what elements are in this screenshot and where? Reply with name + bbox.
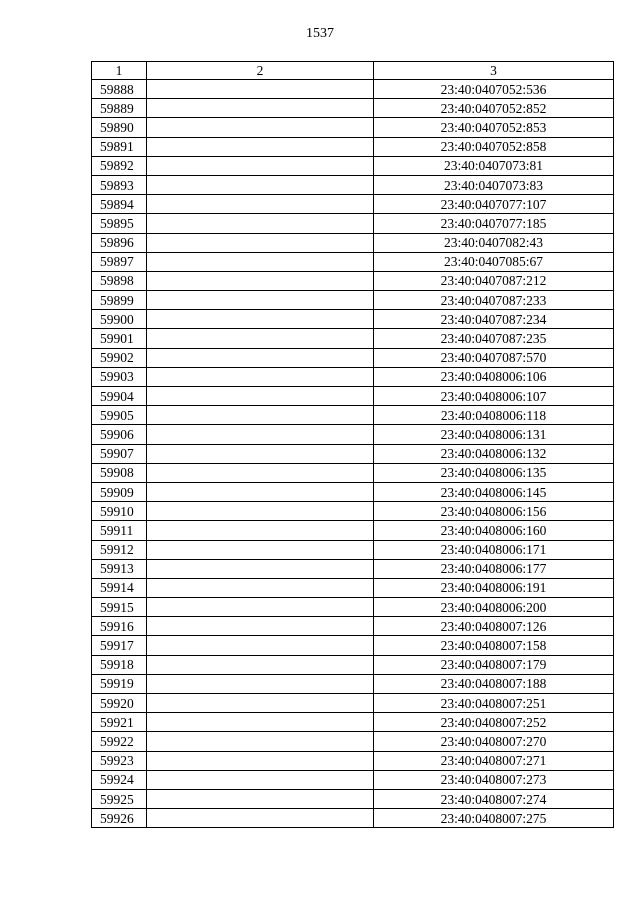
cadastral-number-cell: 23:40:0408007:251 <box>374 694 614 713</box>
table-row <box>92 291 614 310</box>
cadastral-number-cell: 23:40:0407087:234 <box>374 310 614 329</box>
empty-cell <box>147 156 374 175</box>
empty-cell <box>147 694 374 713</box>
empty-cell <box>147 559 374 578</box>
column-header-1: 1 <box>92 62 147 80</box>
row-number-cell: 59890 <box>92 118 147 137</box>
column-header-2: 2 <box>147 62 374 80</box>
table-row <box>92 406 614 425</box>
cadastral-number-cell: 23:40:0408007:275 <box>374 809 614 828</box>
empty-cell <box>147 367 374 386</box>
row-number-cell: 59900 <box>92 310 147 329</box>
empty-cell <box>147 271 374 290</box>
row-number-cell: 59889 <box>92 99 147 118</box>
cadastral-number-cell: 23:40:0408006:171 <box>374 540 614 559</box>
empty-cell <box>147 214 374 233</box>
cadastral-number-cell: 23:40:0407087:233 <box>374 291 614 310</box>
row-number-cell: 59898 <box>92 271 147 290</box>
row-number-cell: 59906 <box>92 425 147 444</box>
page-number: 1537 <box>306 26 334 41</box>
empty-cell <box>147 732 374 751</box>
table-row <box>92 195 614 214</box>
empty-cell <box>147 789 374 808</box>
table-body <box>92 80 614 828</box>
cadastral-number-cell: 23:40:0408006:107 <box>374 387 614 406</box>
empty-cell <box>147 425 374 444</box>
row-number-cell: 59921 <box>92 713 147 732</box>
table-row <box>92 367 614 386</box>
cadastral-number-cell: 23:40:0408006:118 <box>374 406 614 425</box>
table-row <box>92 770 614 789</box>
cadastral-number-cell: 23:40:0408007:274 <box>374 789 614 808</box>
empty-cell <box>147 310 374 329</box>
cadastral-number-cell: 23:40:0407082:43 <box>374 233 614 252</box>
empty-cell <box>147 80 374 99</box>
cadastral-number-cell: 23:40:0408006:145 <box>374 482 614 501</box>
table-row <box>92 559 614 578</box>
row-number-cell: 59905 <box>92 406 147 425</box>
cadastral-number-cell: 23:40:0407085:67 <box>374 252 614 271</box>
row-number-cell: 59908 <box>92 463 147 482</box>
row-number-cell: 59903 <box>92 367 147 386</box>
cadastral-number-cell: 23:40:0408007:273 <box>374 770 614 789</box>
table-row <box>92 99 614 118</box>
table-row <box>92 655 614 674</box>
table-row <box>92 789 614 808</box>
table-row <box>92 540 614 559</box>
cadastral-number-cell: 23:40:0408006:160 <box>374 521 614 540</box>
table-row <box>92 80 614 99</box>
empty-cell <box>147 195 374 214</box>
table-row <box>92 482 614 501</box>
cadastral-number-cell: 23:40:0408007:158 <box>374 636 614 655</box>
row-number-cell: 59917 <box>92 636 147 655</box>
table-row <box>92 444 614 463</box>
empty-cell <box>147 329 374 348</box>
row-number-cell: 59907 <box>92 444 147 463</box>
table-row <box>92 694 614 713</box>
cadastral-number-cell: 23:40:0408006:135 <box>374 463 614 482</box>
empty-cell <box>147 137 374 156</box>
cadastral-number-cell: 23:40:0407087:212 <box>374 271 614 290</box>
empty-cell <box>147 99 374 118</box>
table-row <box>92 137 614 156</box>
table-row <box>92 732 614 751</box>
cadastral-number-cell: 23:40:0408006:132 <box>374 444 614 463</box>
row-number-cell: 59924 <box>92 770 147 789</box>
empty-cell <box>147 252 374 271</box>
table-row <box>92 636 614 655</box>
empty-cell <box>147 463 374 482</box>
table-row <box>92 578 614 597</box>
row-number-cell: 59902 <box>92 348 147 367</box>
empty-cell <box>147 482 374 501</box>
table-header-row <box>92 62 614 80</box>
row-number-cell: 59888 <box>92 80 147 99</box>
table-row <box>92 674 614 693</box>
row-number-cell: 59892 <box>92 156 147 175</box>
row-number-cell: 59897 <box>92 252 147 271</box>
empty-cell <box>147 636 374 655</box>
cadastral-number-cell: 23:40:0408007:179 <box>374 655 614 674</box>
table-row <box>92 156 614 175</box>
empty-cell <box>147 578 374 597</box>
empty-cell <box>147 233 374 252</box>
row-number-cell: 59891 <box>92 137 147 156</box>
empty-cell <box>147 291 374 310</box>
row-number-cell: 59893 <box>92 175 147 194</box>
empty-cell <box>147 540 374 559</box>
row-number-cell: 59895 <box>92 214 147 233</box>
empty-cell <box>147 617 374 636</box>
cadastral-number-cell: 23:40:0407073:83 <box>374 175 614 194</box>
row-number-cell: 59916 <box>92 617 147 636</box>
row-number-cell: 59915 <box>92 598 147 617</box>
cadastral-number-cell: 23:40:0407087:235 <box>374 329 614 348</box>
table-row <box>92 521 614 540</box>
table-row <box>92 233 614 252</box>
row-number-cell: 59925 <box>92 789 147 808</box>
cadastral-number-cell: 23:40:0407052:536 <box>374 80 614 99</box>
table-row <box>92 214 614 233</box>
row-number-cell: 59912 <box>92 540 147 559</box>
table-row <box>92 617 614 636</box>
row-number-cell: 59926 <box>92 809 147 828</box>
row-number-cell: 59901 <box>92 329 147 348</box>
row-number-cell: 59920 <box>92 694 147 713</box>
row-number-cell: 59923 <box>92 751 147 770</box>
empty-cell <box>147 175 374 194</box>
row-number-cell: 59918 <box>92 655 147 674</box>
cadastral-number-cell: 23:40:0408007:188 <box>374 674 614 693</box>
column-header-3: 3 <box>374 62 614 80</box>
empty-cell <box>147 751 374 770</box>
cadastral-number-cell: 23:40:0408007:252 <box>374 713 614 732</box>
table-row <box>92 329 614 348</box>
empty-cell <box>147 655 374 674</box>
row-number-cell: 59922 <box>92 732 147 751</box>
table-row <box>92 425 614 444</box>
cadastral-number-cell: 23:40:0407073:81 <box>374 156 614 175</box>
cadastral-number-cell: 23:40:0408007:126 <box>374 617 614 636</box>
cadastral-number-cell: 23:40:0407077:185 <box>374 214 614 233</box>
row-number-cell: 59899 <box>92 291 147 310</box>
row-number-cell: 59910 <box>92 502 147 521</box>
cadastral-number-cell: 23:40:0408007:270 <box>374 732 614 751</box>
row-number-cell: 59909 <box>92 482 147 501</box>
row-number-cell: 59896 <box>92 233 147 252</box>
cadastral-number-cell: 23:40:0408006:156 <box>374 502 614 521</box>
cadastral-number-cell: 23:40:0407052:853 <box>374 118 614 137</box>
cadastral-number-cell: 23:40:0407052:852 <box>374 99 614 118</box>
table-row <box>92 502 614 521</box>
empty-cell <box>147 770 374 789</box>
cadastral-number-cell: 23:40:0408006:200 <box>374 598 614 617</box>
empty-cell <box>147 444 374 463</box>
register-table <box>91 61 614 828</box>
cadastral-number-cell: 23:40:0408007:271 <box>374 751 614 770</box>
cadastral-number-cell: 23:40:0407052:858 <box>374 137 614 156</box>
row-number-cell: 59914 <box>92 578 147 597</box>
table-row <box>92 175 614 194</box>
table-row <box>92 118 614 137</box>
cadastral-number-cell: 23:40:0407077:107 <box>374 195 614 214</box>
cadastral-number-cell: 23:40:0408006:131 <box>374 425 614 444</box>
empty-cell <box>147 674 374 693</box>
cadastral-number-cell: 23:40:0407087:570 <box>374 348 614 367</box>
row-number-cell: 59894 <box>92 195 147 214</box>
empty-cell <box>147 348 374 367</box>
table-row <box>92 387 614 406</box>
row-number-cell: 59919 <box>92 674 147 693</box>
table-row <box>92 809 614 828</box>
empty-cell <box>147 406 374 425</box>
empty-cell <box>147 598 374 617</box>
empty-cell <box>147 118 374 137</box>
empty-cell <box>147 809 374 828</box>
table-row <box>92 598 614 617</box>
table-row <box>92 310 614 329</box>
row-number-cell: 59913 <box>92 559 147 578</box>
cadastral-number-cell: 23:40:0408006:177 <box>374 559 614 578</box>
empty-cell <box>147 521 374 540</box>
table-row <box>92 751 614 770</box>
table-row <box>92 463 614 482</box>
table-row <box>92 348 614 367</box>
cadastral-number-cell: 23:40:0408006:191 <box>374 578 614 597</box>
cadastral-number-cell: 23:40:0408006:106 <box>374 367 614 386</box>
table-row <box>92 713 614 732</box>
empty-cell <box>147 713 374 732</box>
row-number-cell: 59911 <box>92 521 147 540</box>
table-row <box>92 271 614 290</box>
row-number-cell: 59904 <box>92 387 147 406</box>
table-row <box>92 252 614 271</box>
empty-cell <box>147 387 374 406</box>
empty-cell <box>147 502 374 521</box>
